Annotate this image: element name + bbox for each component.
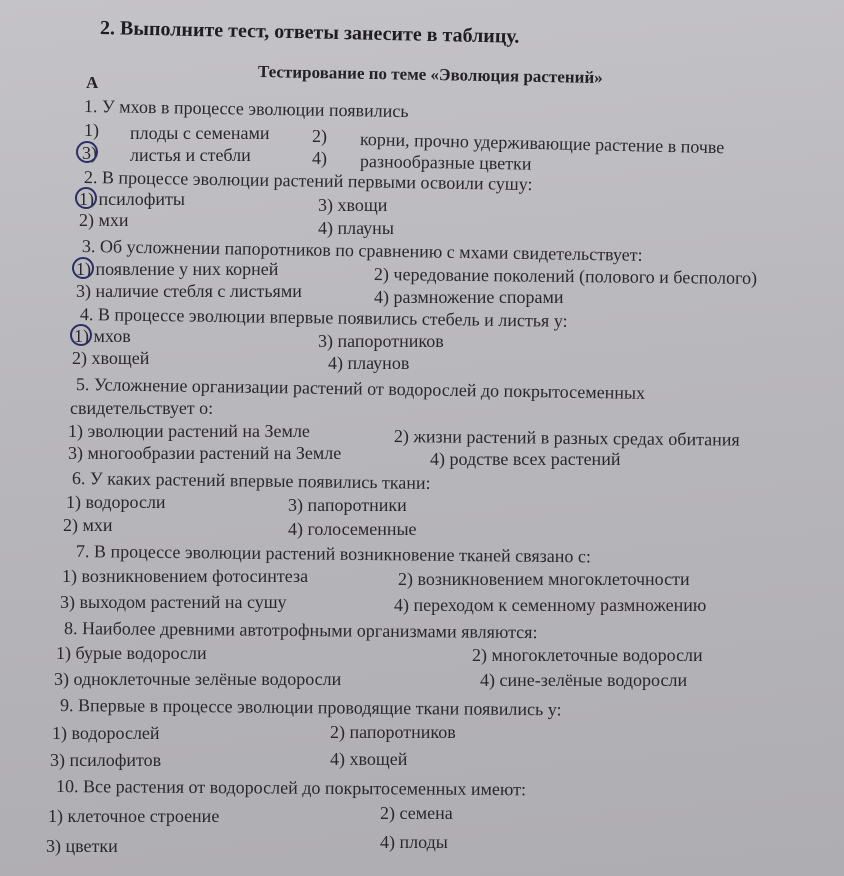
q8-option-2: 2) многоклеточные водоросли bbox=[472, 645, 703, 665]
q1-option-1: плоды с семенами bbox=[130, 123, 270, 143]
question-1: 1. У мхов в процессе эволюции появились bbox=[83, 96, 409, 122]
q1-option-3-num: 3) bbox=[82, 143, 97, 163]
q4-option-4: 4) плаунов bbox=[328, 353, 410, 373]
question-5-cont: свидетельствует о: bbox=[70, 398, 214, 418]
q6-option-1: 1) водоросли bbox=[66, 492, 166, 512]
q9-option-2: 2) папоротников bbox=[330, 722, 456, 742]
question-10: 10. Все растения от водорослей до покрытосеменных имеют: bbox=[55, 776, 527, 800]
question-2: 2. В процессе эволюции растений первыми освоили сушу: bbox=[83, 167, 533, 195]
q7-option-4: 4) переходом к семенному размножению bbox=[394, 595, 707, 615]
q10-option-3: 3) цветки bbox=[46, 836, 118, 856]
q4-option-2: 2) хвощей bbox=[72, 348, 150, 368]
answer-circle-q1 bbox=[76, 141, 98, 163]
q8-option-3: 3) одноклеточные зелёные водоросли bbox=[54, 669, 342, 689]
q1-option-2-num: 2) bbox=[312, 126, 327, 146]
q3-option-4: 4) размножение спорами bbox=[374, 287, 564, 307]
q4-option-1: 1) мхов bbox=[74, 326, 131, 346]
q7-option-1: 1) возникновением фотосинтеза bbox=[62, 566, 309, 586]
q2-option-3: 3) хвощи bbox=[318, 195, 388, 215]
q2-option-2: 2) мхи bbox=[79, 210, 129, 230]
q6-option-2: 2) мхи bbox=[63, 515, 113, 535]
answer-circle-q3 bbox=[72, 257, 94, 279]
question-6: 6. У каких растений впервые появились ткани: bbox=[71, 468, 431, 494]
q2-option-4: 4) плауны bbox=[318, 218, 394, 238]
q5-option-1: 1) эволюции растений на Земле bbox=[68, 421, 310, 441]
answer-circle-q2 bbox=[75, 187, 97, 209]
q1-option-1-num: 1) bbox=[84, 120, 99, 140]
q8-option-4: 4) сине-зелёные водоросли bbox=[480, 670, 688, 690]
q9-option-1: 1) водорослей bbox=[52, 723, 160, 743]
question-4: 4. В процессе эволюции впервые появились стебель и листья у: bbox=[79, 304, 568, 331]
q1-option-3: листья и стебли bbox=[130, 145, 251, 165]
question-5: 5. Усложнение организации растений от водорослей до покрытосеменных bbox=[75, 374, 646, 403]
q3-option-1: 1) появление у них корней bbox=[76, 259, 279, 279]
q10-option-1: 1) клеточное строение bbox=[48, 806, 220, 826]
q1-option-4: разнообразные цветки bbox=[359, 151, 532, 174]
q9-option-4: 4) хвощей bbox=[330, 749, 408, 769]
q8-option-1: 1) бурые водоросли bbox=[56, 643, 207, 663]
q5-option-3: 3) многообразии растений на Земле bbox=[68, 443, 342, 463]
q2-option-1: 1) псилофиты bbox=[79, 189, 185, 209]
q7-option-3: 3) выходом растений на сушу bbox=[60, 592, 287, 612]
q4-option-3: 3) папоротников bbox=[318, 331, 444, 351]
test-title: Тестирование по теме «Эволюция растений» bbox=[257, 62, 603, 88]
q1-option-2: корни, прочно удерживающие растение в почве bbox=[359, 129, 725, 158]
q1-option-4-num: 4) bbox=[312, 148, 327, 168]
question-9: 9. Впервые в процессе эволюции проводящие ткани появились у: bbox=[59, 695, 562, 720]
question-3: 3. Об усложнении папоротников по сравнению с мхами свидетельствует: bbox=[81, 236, 643, 265]
q9-option-3: 3) псилофитов bbox=[50, 750, 162, 770]
q6-option-4: 4) голосеменные bbox=[288, 519, 417, 539]
task-heading: 2. Выполните тест, ответы занесите в таблицу. bbox=[99, 17, 520, 48]
section-label: А bbox=[86, 73, 99, 92]
q10-option-4: 4) плоды bbox=[380, 832, 448, 852]
q3-option-2: 2) чередование поколений (полового и бесполого) bbox=[373, 264, 758, 289]
q10-option-2: 2) семена bbox=[380, 803, 453, 823]
q5-option-4: 4) родстве всех растений bbox=[430, 449, 621, 469]
q7-option-2: 2) возникновением многоклеточности bbox=[398, 569, 690, 589]
question-8: 8. Наиболее древними автотрофными организмами являются: bbox=[63, 618, 538, 643]
question-7: 7. В процессе эволюции растений возникновение тканей связано с: bbox=[75, 541, 592, 567]
answer-circle-q4 bbox=[70, 324, 92, 346]
q6-option-3: 3) папоротники bbox=[288, 495, 407, 515]
q5-option-2: 2) жизни растений в разных средах обитания bbox=[393, 426, 740, 450]
q3-option-3: 3) наличие стебля с листьями bbox=[76, 281, 302, 301]
